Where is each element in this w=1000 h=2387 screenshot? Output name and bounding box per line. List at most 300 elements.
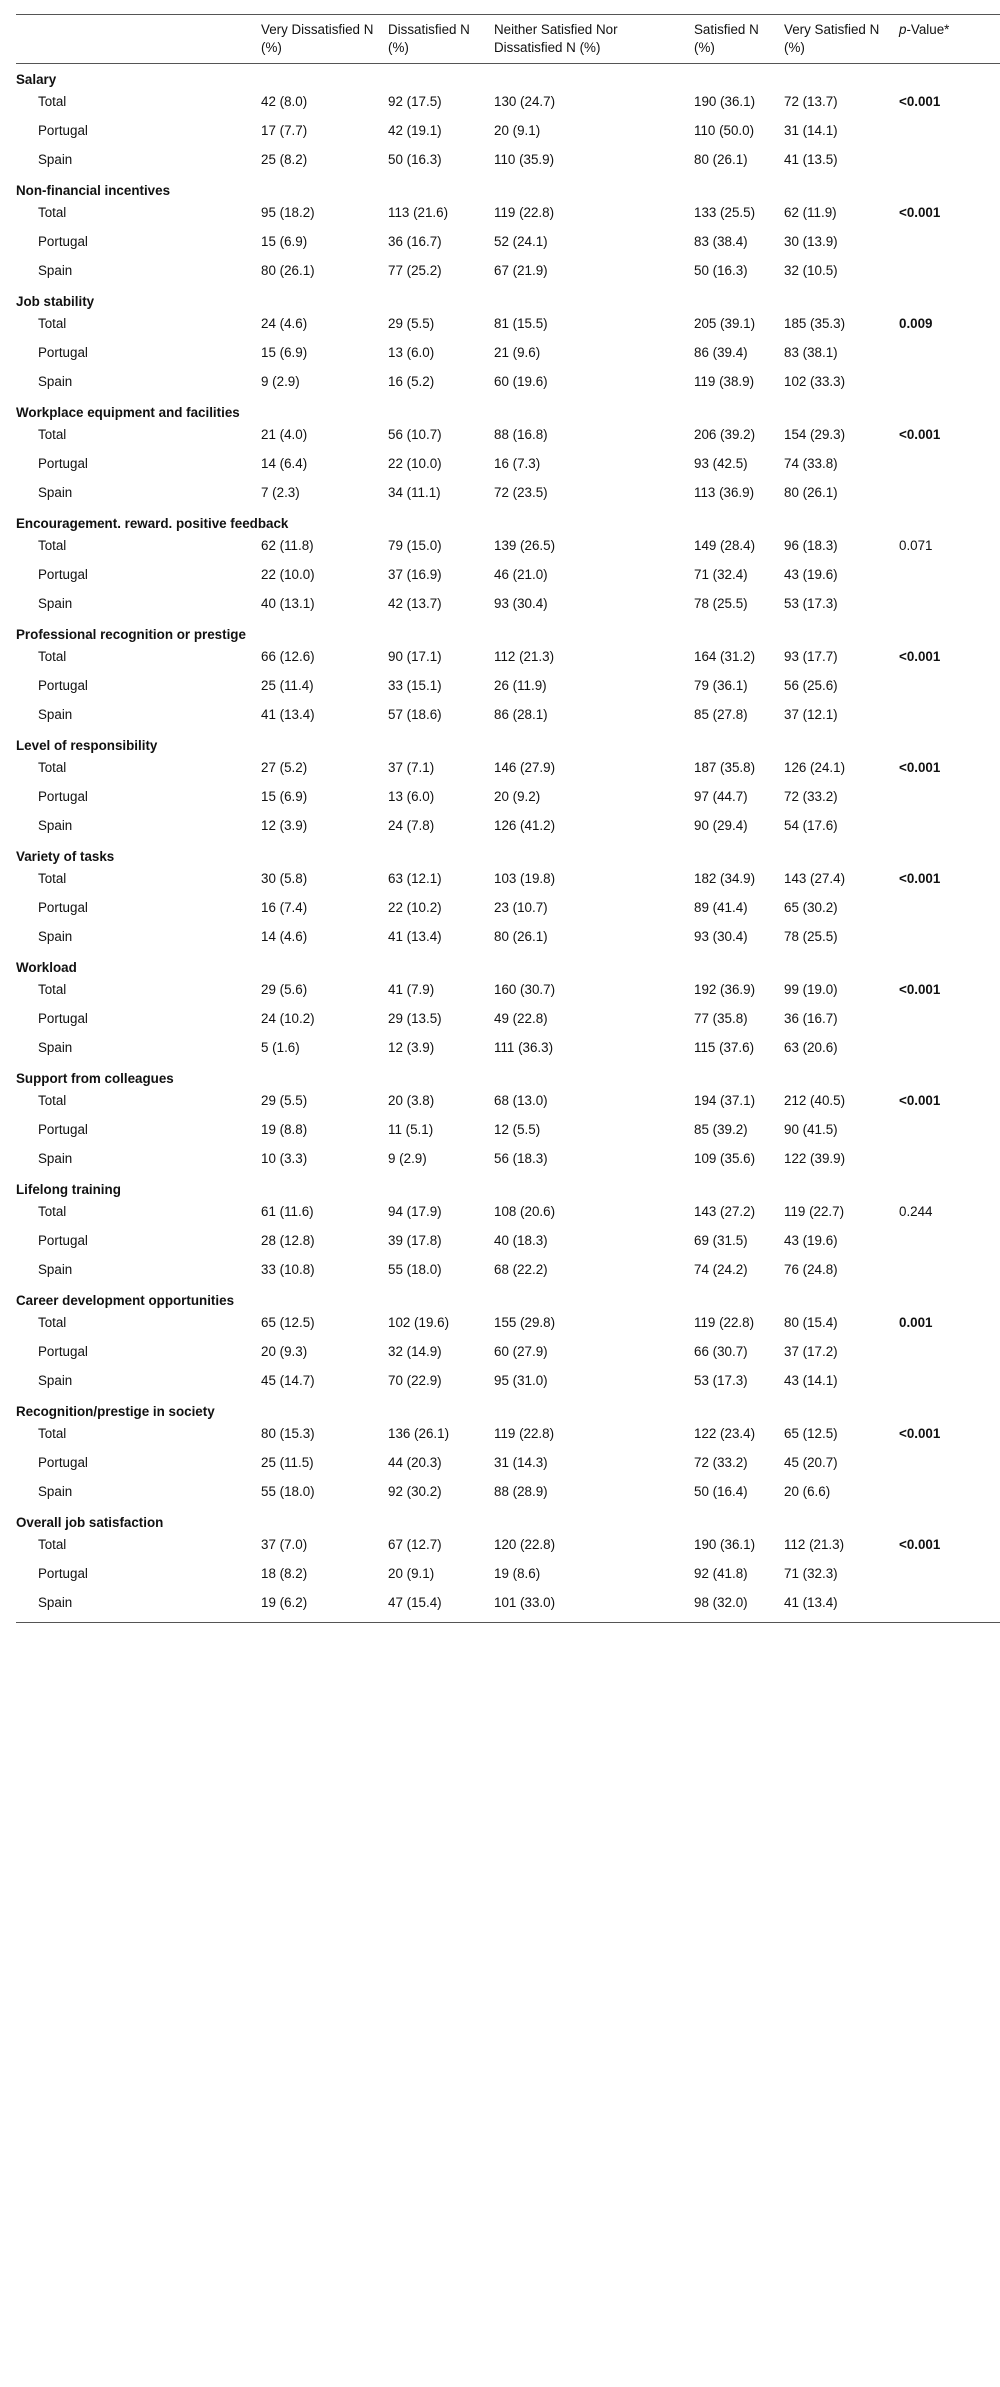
- empty-cell: [784, 1507, 899, 1536]
- empty-cell: [388, 730, 494, 759]
- empty-cell: [899, 64, 1000, 94]
- header-label-column: [16, 15, 261, 64]
- cell-very-dissatisfied: 25 (11.4): [261, 678, 314, 693]
- cell-satisfied: 190 (36.1): [694, 94, 756, 109]
- category-group: [16, 952, 1000, 1063]
- empty-cell: [388, 1174, 494, 1203]
- cell-neither: 81 (15.5): [494, 316, 548, 331]
- cell-very-dissatisfied: 45 (14.7): [261, 1373, 315, 1388]
- empty-cell: [388, 175, 494, 204]
- empty-cell: [494, 841, 694, 870]
- table-row: [16, 537, 1000, 566]
- cell-very-dissatisfied: 29 (5.5): [261, 1093, 308, 1108]
- cell-very-dissatisfied: 22 (10.0): [261, 567, 315, 582]
- table-row: [16, 817, 1000, 841]
- cell-very-satisfied: 62 (11.9): [784, 205, 837, 220]
- cell-p-value: [899, 1372, 1000, 1396]
- row-label: Total: [38, 1537, 67, 1552]
- cell-p-value: [899, 566, 1000, 595]
- cell-very-satisfied: 53 (17.3): [784, 596, 838, 611]
- empty-cell: [899, 508, 1000, 537]
- table-row: [16, 759, 1000, 788]
- cell-dissatisfied: 32 (14.9): [388, 1344, 442, 1359]
- empty-cell: [494, 1063, 694, 1092]
- cell-dissatisfied: 36 (16.7): [388, 234, 442, 249]
- cell-neither: 49 (22.8): [494, 1011, 548, 1026]
- cell-dissatisfied: 11 (5.1): [388, 1122, 434, 1137]
- empty-cell: [899, 952, 1000, 981]
- cell-very-satisfied: 41 (13.5): [784, 152, 838, 167]
- empty-cell: [784, 397, 899, 426]
- category-group: [16, 1507, 1000, 1623]
- empty-cell: [694, 841, 784, 870]
- cell-very-satisfied: 71 (32.3): [784, 1566, 838, 1581]
- cell-satisfied: 190 (36.1): [694, 1537, 756, 1552]
- cell-p-value: [899, 928, 1000, 952]
- cell-dissatisfied: 41 (7.9): [388, 982, 435, 997]
- empty-cell: [694, 64, 784, 94]
- cell-very-dissatisfied: 10 (3.3): [261, 1151, 308, 1166]
- empty-cell: [388, 619, 494, 648]
- row-label: Portugal: [38, 567, 88, 582]
- cell-satisfied: 164 (31.2): [694, 649, 756, 664]
- cell-satisfied: 71 (32.4): [694, 567, 748, 582]
- cell-neither: 26 (11.9): [494, 678, 547, 693]
- table-row: [16, 677, 1000, 706]
- cell-dissatisfied: 67 (12.7): [388, 1537, 442, 1552]
- row-label: Portugal: [38, 1566, 88, 1581]
- cell-dissatisfied: 24 (7.8): [388, 818, 435, 833]
- category-header-row: [16, 175, 1000, 204]
- cell-dissatisfied: 102 (19.6): [388, 1315, 450, 1330]
- cell-very-satisfied: 54 (17.6): [784, 818, 838, 833]
- cell-dissatisfied: 70 (22.9): [388, 1373, 442, 1388]
- cell-dissatisfied: 94 (17.9): [388, 1204, 442, 1219]
- cell-neither: 139 (26.5): [494, 538, 556, 553]
- cell-p-value: [899, 1343, 1000, 1372]
- table-row: [16, 1261, 1000, 1285]
- cell-very-satisfied: 78 (25.5): [784, 929, 838, 944]
- row-label: Total: [38, 94, 67, 109]
- cell-dissatisfied: 22 (10.0): [388, 456, 442, 471]
- cell-p-value: [899, 1565, 1000, 1594]
- category-title: Level of responsibility: [16, 738, 158, 753]
- category-title: Non-financial incentives: [16, 183, 171, 198]
- category-title: Salary: [16, 72, 57, 87]
- empty-cell: [784, 286, 899, 315]
- cell-p-value: 0.071: [899, 538, 933, 553]
- table-row: [16, 1150, 1000, 1174]
- cell-satisfied: 92 (41.8): [694, 1566, 748, 1581]
- cell-very-dissatisfied: 95 (18.2): [261, 205, 315, 220]
- cell-dissatisfied: 79 (15.0): [388, 538, 442, 553]
- category-header-row: [16, 64, 1000, 94]
- cell-satisfied: 110 (50.0): [694, 123, 755, 138]
- cell-satisfied: 149 (28.4): [694, 538, 756, 553]
- cell-very-dissatisfied: 55 (18.0): [261, 1484, 315, 1499]
- cell-neither: 60 (19.6): [494, 374, 548, 389]
- table-row: [16, 1565, 1000, 1594]
- empty-cell: [784, 1285, 899, 1314]
- cell-neither: 19 (8.6): [494, 1566, 541, 1581]
- cell-p-value: [899, 1483, 1000, 1507]
- cell-satisfied: 205 (39.1): [694, 316, 756, 331]
- empty-cell: [494, 619, 694, 648]
- category-header-row: [16, 1174, 1000, 1203]
- empty-cell: [388, 508, 494, 537]
- category-group: [16, 286, 1000, 397]
- cell-p-value: <0.001: [899, 427, 941, 442]
- row-label: Portugal: [38, 1344, 88, 1359]
- cell-satisfied: 119 (22.8): [694, 1315, 755, 1330]
- category-header-row: [16, 1285, 1000, 1314]
- empty-cell: [784, 508, 899, 537]
- cell-p-value: [899, 344, 1000, 373]
- empty-cell: [899, 286, 1000, 315]
- category-header-row: [16, 286, 1000, 315]
- cell-dissatisfied: 20 (3.8): [388, 1093, 435, 1108]
- cell-p-value: [899, 817, 1000, 841]
- table-row: [16, 426, 1000, 455]
- cell-very-satisfied: 80 (15.4): [784, 1315, 838, 1330]
- cell-very-dissatisfied: 14 (6.4): [261, 456, 308, 471]
- cell-p-value: <0.001: [899, 649, 941, 664]
- cell-very-dissatisfied: 25 (11.5): [261, 1455, 314, 1470]
- empty-cell: [694, 1063, 784, 1092]
- row-label: Spain: [38, 374, 73, 389]
- row-label: Portugal: [38, 1455, 88, 1470]
- cell-very-satisfied: 185 (35.3): [784, 316, 846, 331]
- cell-very-dissatisfied: 15 (6.9): [261, 234, 308, 249]
- category-title: Support from colleagues: [16, 1071, 174, 1086]
- satisfaction-table: [16, 14, 1000, 1623]
- cell-very-satisfied: 99 (19.0): [784, 982, 838, 997]
- empty-cell: [784, 1174, 899, 1203]
- cell-very-dissatisfied: 33 (10.8): [261, 1262, 315, 1277]
- cell-p-value: <0.001: [899, 94, 941, 109]
- cell-neither: 68 (22.2): [494, 1262, 548, 1277]
- table-row: [16, 204, 1000, 233]
- cell-very-dissatisfied: 30 (5.8): [261, 871, 308, 886]
- cell-neither: 23 (10.7): [494, 900, 548, 915]
- row-label: Spain: [38, 596, 73, 611]
- category-title: Lifelong training: [16, 1182, 121, 1197]
- row-label: Portugal: [38, 234, 88, 249]
- category-group: [16, 175, 1000, 286]
- cell-neither: 20 (9.2): [494, 789, 541, 804]
- cell-very-satisfied: 43 (19.6): [784, 1233, 838, 1248]
- cell-neither: 119 (22.8): [494, 1426, 555, 1441]
- cell-very-dissatisfied: 40 (13.1): [261, 596, 315, 611]
- cell-neither: 60 (27.9): [494, 1344, 548, 1359]
- empty-cell: [494, 1174, 694, 1203]
- row-label: Total: [38, 871, 67, 886]
- cell-neither: 146 (27.9): [494, 760, 556, 775]
- table-row: [16, 233, 1000, 262]
- cell-satisfied: 69 (31.5): [694, 1233, 748, 1248]
- empty-cell: [899, 175, 1000, 204]
- cell-satisfied: 115 (37.6): [694, 1040, 755, 1055]
- cell-very-satisfied: 63 (20.6): [784, 1040, 838, 1055]
- cell-p-value: [899, 262, 1000, 286]
- category-title: Overall job satisfaction: [16, 1515, 164, 1530]
- row-label: Portugal: [38, 345, 88, 360]
- cell-very-satisfied: 43 (19.6): [784, 567, 838, 582]
- cell-dissatisfied: 42 (19.1): [388, 123, 442, 138]
- cell-very-satisfied: 31 (14.1): [784, 123, 838, 138]
- row-label: Total: [38, 1093, 67, 1108]
- row-label: Spain: [38, 707, 73, 722]
- cell-very-dissatisfied: 62 (11.8): [261, 538, 314, 553]
- cell-dissatisfied: 16 (5.2): [388, 374, 435, 389]
- cell-very-satisfied: 43 (14.1): [784, 1373, 838, 1388]
- header-satisfied: Satisfied N (%): [694, 22, 759, 55]
- empty-cell: [694, 1174, 784, 1203]
- cell-satisfied: 192 (36.9): [694, 982, 756, 997]
- cell-very-dissatisfied: 15 (6.9): [261, 789, 308, 804]
- cell-neither: 40 (18.3): [494, 1233, 548, 1248]
- cell-dissatisfied: 50 (16.3): [388, 152, 442, 167]
- cell-very-dissatisfied: 42 (8.0): [261, 94, 308, 109]
- cell-dissatisfied: 12 (3.9): [388, 1040, 435, 1055]
- empty-cell: [784, 619, 899, 648]
- table-row: [16, 1594, 1000, 1623]
- cell-p-value: [899, 677, 1000, 706]
- cell-satisfied: 89 (41.4): [694, 900, 748, 915]
- cell-satisfied: 93 (30.4): [694, 929, 748, 944]
- cell-satisfied: 50 (16.4): [694, 1484, 748, 1499]
- cell-very-dissatisfied: 5 (1.6): [261, 1040, 300, 1055]
- cell-dissatisfied: 33 (15.1): [388, 678, 442, 693]
- cell-satisfied: 119 (38.9): [694, 374, 755, 389]
- cell-p-value: <0.001: [899, 760, 941, 775]
- cell-very-dissatisfied: 14 (4.6): [261, 929, 308, 944]
- cell-neither: 130 (24.7): [494, 94, 556, 109]
- cell-very-dissatisfied: 27 (5.2): [261, 760, 308, 775]
- category-title: Workload: [16, 960, 77, 975]
- cell-satisfied: 86 (39.4): [694, 345, 748, 360]
- cell-satisfied: 113 (36.9): [694, 485, 755, 500]
- cell-satisfied: 85 (27.8): [694, 707, 748, 722]
- table-row: [16, 1483, 1000, 1507]
- category-title: Career development opportunities: [16, 1293, 235, 1308]
- row-label: Spain: [38, 152, 73, 167]
- table-row: [16, 484, 1000, 508]
- empty-cell: [494, 1396, 694, 1425]
- row-label: Spain: [38, 1040, 73, 1055]
- empty-cell: [694, 619, 784, 648]
- category-header-row: [16, 1396, 1000, 1425]
- cell-satisfied: 77 (35.8): [694, 1011, 748, 1026]
- empty-cell: [899, 1174, 1000, 1203]
- row-label: Total: [38, 427, 67, 442]
- cell-neither: 108 (20.6): [494, 1204, 556, 1219]
- cell-p-value: <0.001: [899, 205, 941, 220]
- cell-neither: 95 (31.0): [494, 1373, 548, 1388]
- cell-satisfied: 133 (25.5): [694, 205, 756, 220]
- category-header-row: [16, 841, 1000, 870]
- cell-dissatisfied: 136 (26.1): [388, 1426, 450, 1441]
- table-row: [16, 1314, 1000, 1343]
- cell-p-value: [899, 373, 1000, 397]
- table-row: [16, 344, 1000, 373]
- cell-dissatisfied: 20 (9.1): [388, 1566, 435, 1581]
- cell-dissatisfied: 92 (17.5): [388, 94, 442, 109]
- category-group: [16, 1174, 1000, 1285]
- row-label: Total: [38, 316, 67, 331]
- cell-p-value: [899, 122, 1000, 151]
- cell-satisfied: 78 (25.5): [694, 596, 748, 611]
- empty-cell: [388, 397, 494, 426]
- table-row: [16, 1425, 1000, 1454]
- header-row: [16, 15, 1000, 64]
- empty-cell: [784, 952, 899, 981]
- cell-dissatisfied: 92 (30.2): [388, 1484, 442, 1499]
- row-label: Spain: [38, 929, 73, 944]
- category-title: Encouragement. reward. positive feedback: [16, 516, 289, 531]
- cell-p-value: [899, 1261, 1000, 1285]
- category-header-row: [16, 397, 1000, 426]
- cell-neither: 160 (30.7): [494, 982, 556, 997]
- cell-neither: 112 (21.3): [494, 649, 555, 664]
- cell-satisfied: 66 (30.7): [694, 1344, 748, 1359]
- row-label: Spain: [38, 1151, 73, 1166]
- empty-cell: [494, 175, 694, 204]
- empty-cell: [899, 1396, 1000, 1425]
- table-row: [16, 1454, 1000, 1483]
- category-group: [16, 1285, 1000, 1396]
- table-row: [16, 648, 1000, 677]
- cell-p-value: <0.001: [899, 982, 941, 997]
- empty-cell: [899, 1063, 1000, 1092]
- cell-dissatisfied: 113 (21.6): [388, 205, 449, 220]
- row-label: Spain: [38, 1595, 73, 1610]
- cell-very-dissatisfied: 15 (6.9): [261, 345, 308, 360]
- cell-very-satisfied: 93 (17.7): [784, 649, 838, 664]
- cell-p-value: [899, 1039, 1000, 1063]
- cell-neither: 119 (22.8): [494, 205, 555, 220]
- table-row: [16, 1232, 1000, 1261]
- empty-cell: [694, 175, 784, 204]
- cell-satisfied: 50 (16.3): [694, 263, 748, 278]
- table-row: [16, 1092, 1000, 1121]
- header-p-italic: p: [899, 22, 907, 37]
- empty-cell: [494, 1507, 694, 1536]
- category-header-row: [16, 1063, 1000, 1092]
- table-row: [16, 899, 1000, 928]
- cell-satisfied: 98 (32.0): [694, 1595, 748, 1610]
- empty-cell: [694, 1507, 784, 1536]
- table-row: [16, 151, 1000, 175]
- cell-p-value: [899, 1232, 1000, 1261]
- header-very-dissatisfied: Very Dissatisfied N (%): [261, 22, 374, 55]
- empty-cell: [388, 1396, 494, 1425]
- row-label: Total: [38, 538, 67, 553]
- cell-very-satisfied: 126 (24.1): [784, 760, 846, 775]
- cell-very-dissatisfied: 28 (12.8): [261, 1233, 315, 1248]
- category-header-row: [16, 508, 1000, 537]
- row-label: Portugal: [38, 900, 88, 915]
- empty-cell: [899, 841, 1000, 870]
- cell-satisfied: 79 (36.1): [694, 678, 748, 693]
- row-label: Total: [38, 649, 67, 664]
- header-neither: Neither Satisfied Nor Dissatisfied N (%): [494, 22, 618, 55]
- cell-satisfied: 206 (39.2): [694, 427, 756, 442]
- row-label: Portugal: [38, 1122, 88, 1137]
- row-label: Total: [38, 1315, 67, 1330]
- cell-neither: 46 (21.0): [494, 567, 548, 582]
- category-header-row: [16, 1507, 1000, 1536]
- empty-cell: [694, 286, 784, 315]
- category-header-row: [16, 619, 1000, 648]
- cell-very-dissatisfied: 37 (7.0): [261, 1537, 308, 1552]
- empty-cell: [494, 64, 694, 94]
- cell-very-dissatisfied: 80 (15.3): [261, 1426, 315, 1441]
- cell-dissatisfied: 22 (10.2): [388, 900, 442, 915]
- cell-dissatisfied: 77 (25.2): [388, 263, 442, 278]
- empty-cell: [899, 1507, 1000, 1536]
- cell-very-satisfied: 32 (10.5): [784, 263, 838, 278]
- cell-dissatisfied: 56 (10.7): [388, 427, 442, 442]
- cell-p-value: [899, 1594, 1000, 1623]
- row-label: Total: [38, 760, 67, 775]
- cell-very-satisfied: 154 (29.3): [784, 427, 846, 442]
- header-p-value: [899, 15, 1000, 64]
- table-row: [16, 1203, 1000, 1232]
- cell-p-value: 0.009: [899, 316, 933, 331]
- empty-cell: [694, 397, 784, 426]
- row-label: Portugal: [38, 1233, 88, 1248]
- cell-very-satisfied: 76 (24.8): [784, 1262, 838, 1277]
- cell-satisfied: 93 (42.5): [694, 456, 748, 471]
- cell-very-satisfied: 30 (13.9): [784, 234, 838, 249]
- cell-very-satisfied: 36 (16.7): [784, 1011, 838, 1026]
- table-row: [16, 93, 1000, 122]
- category-header-row: [16, 730, 1000, 759]
- empty-cell: [899, 619, 1000, 648]
- empty-cell: [694, 952, 784, 981]
- category-title: Professional recognition or prestige: [16, 627, 246, 642]
- table-row: [16, 595, 1000, 619]
- cell-dissatisfied: 41 (13.4): [388, 929, 442, 944]
- cell-satisfied: 97 (44.7): [694, 789, 748, 804]
- cell-very-dissatisfied: 9 (2.9): [261, 374, 300, 389]
- row-label: Portugal: [38, 789, 88, 804]
- cell-dissatisfied: 57 (18.6): [388, 707, 442, 722]
- cell-neither: 16 (7.3): [494, 456, 541, 471]
- table-row: [16, 455, 1000, 484]
- table-row: [16, 262, 1000, 286]
- empty-cell: [494, 286, 694, 315]
- cell-satisfied: 109 (35.6): [694, 1151, 756, 1166]
- row-label: Spain: [38, 263, 73, 278]
- cell-dissatisfied: 29 (13.5): [388, 1011, 442, 1026]
- cell-neither: 80 (26.1): [494, 929, 548, 944]
- empty-cell: [388, 64, 494, 94]
- cell-neither: 103 (19.8): [494, 871, 556, 886]
- cell-dissatisfied: 37 (16.9): [388, 567, 442, 582]
- cell-very-satisfied: 143 (27.4): [784, 871, 846, 886]
- cell-satisfied: 122 (23.4): [694, 1426, 756, 1441]
- cell-neither: 31 (14.3): [494, 1455, 548, 1470]
- cell-p-value: [899, 484, 1000, 508]
- cell-neither: 101 (33.0): [494, 1595, 556, 1610]
- cell-p-value: [899, 151, 1000, 175]
- table-row: [16, 706, 1000, 730]
- cell-p-value: [899, 1121, 1000, 1150]
- empty-cell: [784, 730, 899, 759]
- cell-p-value: 0.001: [899, 1315, 933, 1330]
